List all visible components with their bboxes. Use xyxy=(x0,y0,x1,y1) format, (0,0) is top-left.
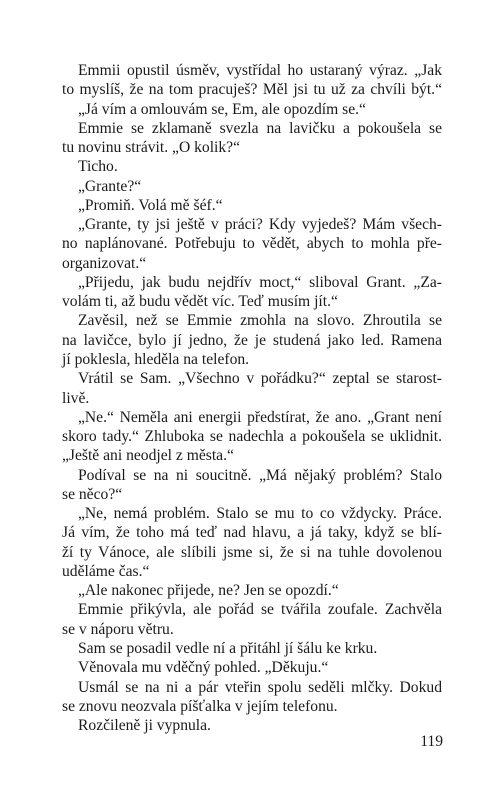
text-line: Emmie přikývla, ale pořád se tvářila zoufale. Zachvěla xyxy=(78,601,442,619)
text-line: Vrátil se Sam. „Všechno v pořádku?“ zeptal se starost- xyxy=(78,370,442,388)
text-line: jí poklesla, hleděla na telefon. xyxy=(62,350,250,368)
text-line: „Grante, ty jsi ještě v práci? Kdy vyjedeš? Mám všech- xyxy=(78,216,442,234)
text-line: Já vím, že toho má teď nad hlavu, a já taky, když se blí- xyxy=(62,524,442,542)
text-line: Zavěsil, než se Emmie zmohla na slovo. Zhroutila se xyxy=(78,312,442,330)
text-line: „Promiň. Volá mě šéf.“ xyxy=(78,196,223,214)
text-line: se v náporu větru. xyxy=(62,620,174,638)
text-line: „Přijedu, jak budu nejdřív moct,“ sliboval Grant. „Za- xyxy=(78,273,442,291)
text-line: se znovu neozvala píšťalka v jejím telefonu. xyxy=(62,697,338,715)
text-line: ží ty Vánoce, ale slíbili jsme si, že si na tuhle dovolenou xyxy=(62,543,442,561)
text-line: tu novinu strávit. „O kolik?“ xyxy=(62,139,240,157)
text-line: „Ale nakonec přijede, ne? Jen se opozdí.“ xyxy=(78,582,339,600)
text-line: skoro tady.“ Zhluboka se nadechla a pokoušela se uklidnit. xyxy=(62,428,442,446)
text-line: to myslíš, že na tom pracuješ? Měl jsi tu už za chvíli být.“ xyxy=(62,81,442,99)
body-text xyxy=(62,61,442,735)
text-line: se něco?“ xyxy=(62,485,123,503)
page-number: 119 xyxy=(420,733,443,750)
text-line: Podíval se na ni soucitně. „Má nějaký problém? Stalo xyxy=(78,466,442,484)
text-line: Rozčileně ji vypnula. xyxy=(78,717,211,735)
text-line: Emmie se zklamaně svezla na lavičku a pokoušela se xyxy=(78,119,442,137)
text-line: Ticho. xyxy=(78,158,118,176)
text-line: „Ne, nemá problém. Stalo se mu to co vždycky. Práce. xyxy=(78,505,442,523)
text-line: Usmál se na ni a pár vteřin spolu seděli mlčky. Dokud xyxy=(78,678,442,696)
text-line: organizovat.“ xyxy=(62,254,147,272)
text-line: „Grante?“ xyxy=(78,177,142,195)
text-line: no naplánované. Potřebuju to vědět, abych to mohla pře- xyxy=(62,235,442,253)
text-line: „Já vím a omlouvám se, Em, ale opozdím se.“ xyxy=(78,100,366,118)
text-line: Emmii opustil úsměv, vystřídal ho ustaraný výraz. „Jak xyxy=(78,62,442,79)
text-line: volám ti, až budu vědět víc. Teď musím jít.“ xyxy=(62,293,338,311)
text-line: Věnovala mu vděčný pohled. „Děkuju.“ xyxy=(78,659,329,677)
text-line: Sam se posadil vedle ní a přitáhl jí šálu ke krku. xyxy=(78,639,378,657)
text-line: na lavičce, bylo jí jedno, že je studená jako led. Ramena xyxy=(62,331,442,349)
text-line: „Ne.“ Neměla ani energii předstírat, že ano. „Grant není xyxy=(78,408,442,426)
text-line: „Ještě ani neodjel z města.“ xyxy=(62,447,234,465)
text-line: uděláme čas.“ xyxy=(62,562,150,580)
text-line: livě. xyxy=(62,389,90,407)
